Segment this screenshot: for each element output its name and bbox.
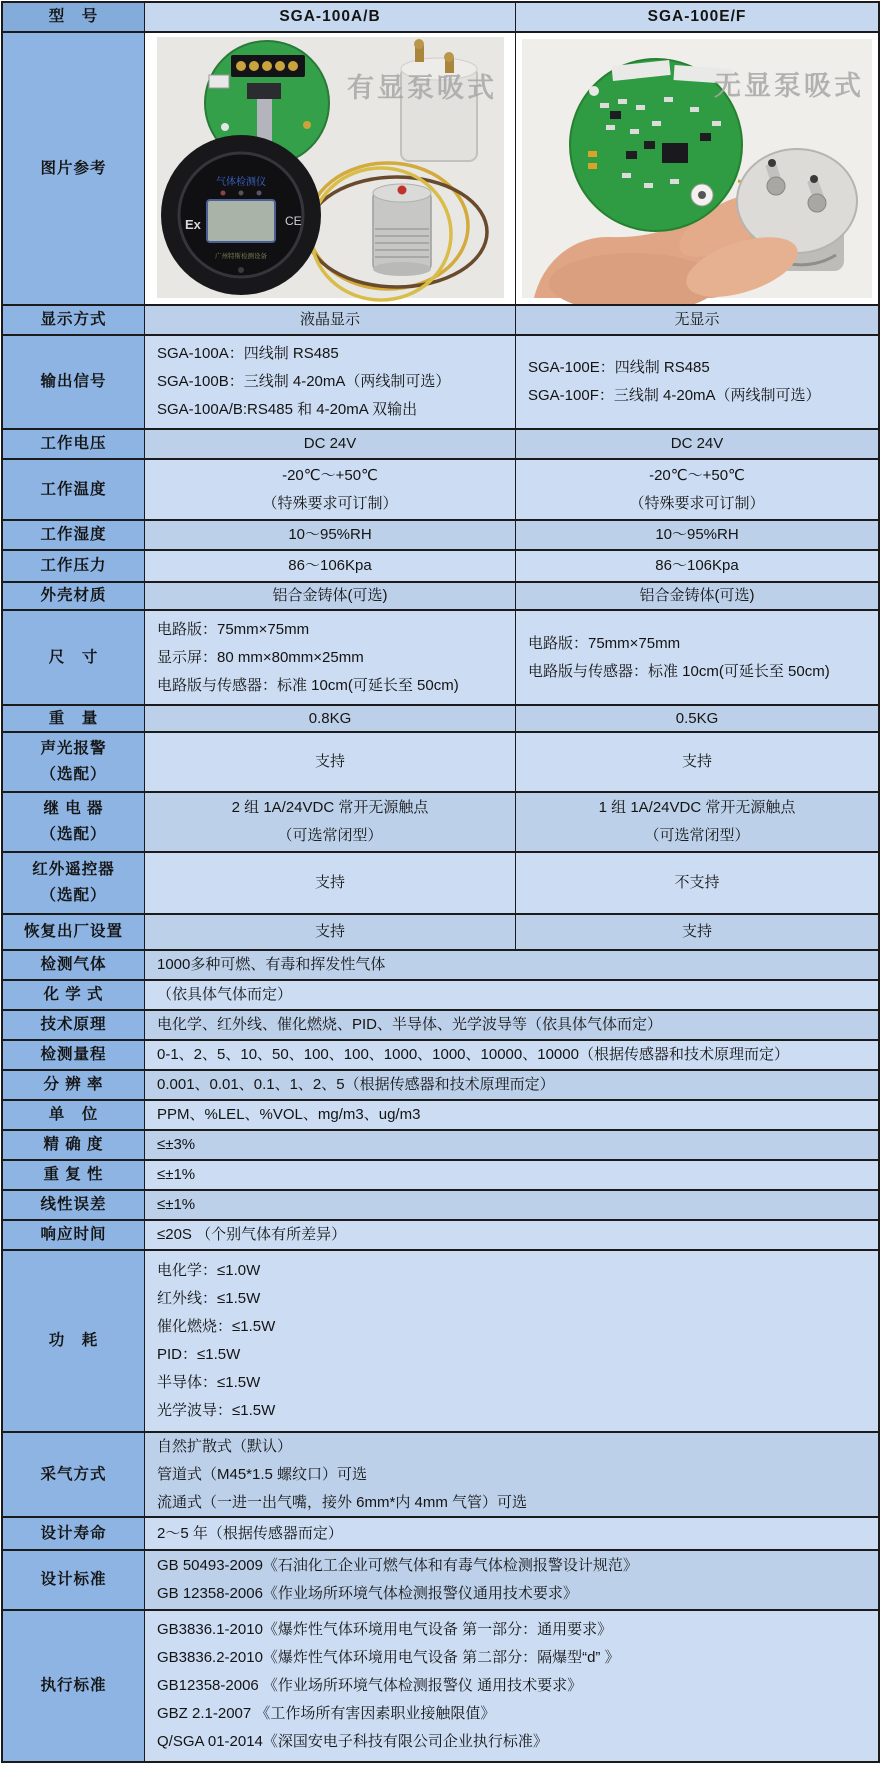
ir-remote-value-sga100ef: 不支持 (515, 853, 878, 913)
ir-remote-label: 红外遥控器 （选配） (3, 853, 144, 913)
row-accuracy (3, 1131, 878, 1161)
working-humidity-value-sga100ab: 10～95%RH (144, 521, 515, 549)
linearity-error-value: ≤±1% (144, 1191, 878, 1219)
row-sampling-method (3, 1433, 878, 1518)
design-standard-label: 设计标准 (3, 1551, 144, 1609)
product-photo-sga100ab (144, 33, 515, 304)
row-factory-reset (3, 915, 878, 951)
unit-value: PPM、%LEL、%VOL、mg/m3、ug/m3 (144, 1101, 878, 1129)
row-output-signal (3, 336, 878, 430)
linearity-error-label: 线性误差 (3, 1191, 144, 1219)
design-life-value: 2～5 年（根据传感器而定） (144, 1518, 878, 1549)
power-consumption-label: 功 耗 (3, 1251, 144, 1431)
working-humidity-value-sga100ef: 10～95%RH (515, 521, 878, 549)
output-signal-value-sga100ab: SGA-100A：四线制 RS485 SGA-100B：三线制 4-20mA（两线制可选） SGA-100A/B:RS485 和 4-20mA 双输出 (144, 336, 515, 428)
display-mode-value-sga100ab: 液晶显示 (144, 306, 515, 334)
response-time-value: ≤20S （个别气体有所差异） (144, 1221, 878, 1249)
working-temperature-value-sga100ef: -20℃～+50℃ （特殊要求可订制） (515, 460, 878, 519)
housing-material-value-sga100ef: 铝合金铸体(可选) (515, 583, 878, 609)
detector-graphic (161, 135, 321, 295)
detection-range-value: 0-1、2、5、10、50、100、100、1000、1000、10000、10000（根据传感器和技术原理而定） (144, 1041, 878, 1069)
resolution-label: 分 辨 率 (3, 1071, 144, 1099)
weight-label: 重 量 (3, 706, 144, 731)
working-pressure-value-sga100ab: 86～106Kpa (144, 551, 515, 581)
working-pressure-label: 工作压力 (3, 551, 144, 581)
row-dimensions (3, 611, 878, 706)
header-model-left: SGA-100A/B (144, 3, 515, 31)
working-humidity-label: 工作湿度 (3, 521, 144, 549)
dimensions-value-sga100ab: 电路版：75mm×75mm 显示屏：80 mm×80mm×25mm 电路版与传感器：标准 10cm(可延长至 50cm) (144, 611, 515, 704)
row-weight (3, 706, 878, 733)
row-unit (3, 1101, 878, 1131)
detection-range-label: 检测量程 (3, 1041, 144, 1069)
factory-reset-label: 恢复出厂设置 (3, 915, 144, 949)
row-chemical-formula (3, 981, 878, 1011)
dimensions-label: 尺 寸 (3, 611, 144, 704)
housing-material-value-sga100ab: 铝合金铸体(可选) (144, 583, 515, 609)
product-photo-sga100ef (515, 33, 878, 304)
row-relay (3, 793, 878, 853)
resolution-value: 0.001、0.01、0.1、1、2、5（根据传感器和技术原理而定） (144, 1071, 878, 1099)
sound-light-alarm-value-sga100ef: 支持 (515, 733, 878, 791)
row-power-consumption (3, 1251, 878, 1433)
row-resolution (3, 1071, 878, 1101)
unit-label: 单 位 (3, 1101, 144, 1129)
accuracy-label: 精 确 度 (3, 1131, 144, 1159)
photo-watermark-left: 有显泵吸式 (346, 73, 497, 103)
header-row (3, 3, 878, 33)
weight-value-sga100ab: 0.8KG (144, 706, 515, 731)
repeatability-label: 重 复 性 (3, 1161, 144, 1189)
working-temperature-value-sga100ab: -20℃～+50℃ （特殊要求可订制） (144, 460, 515, 519)
relay-value-sga100ab: 2 组 1A/24VDC 常开无源触点 （可选常闭型） (144, 793, 515, 851)
detected-gas-label: 检测气体 (3, 951, 144, 979)
spec-rows (3, 306, 878, 1761)
svg-text:CE: CE (284, 214, 302, 228)
row-working-humidity (3, 521, 878, 551)
row-repeatability (3, 1161, 878, 1191)
header-model-label: 型 号 (3, 3, 144, 31)
accuracy-value: ≤±3% (144, 1131, 878, 1159)
chemical-formula-value: （依具体气体而定） (144, 981, 878, 1009)
design-life-label: 设计寿命 (3, 1518, 144, 1549)
output-signal-label: 输出信号 (3, 336, 144, 428)
dimensions-value-sga100ef: 电路版：75mm×75mm 电路版与传感器：标准 10cm(可延长至 50cm) (515, 611, 878, 704)
weight-value-sga100ef: 0.5KG (515, 706, 878, 731)
sensor-graphic (373, 184, 431, 276)
technical-principle-value: 电化学、红外线、催化燃烧、PID、半导体、光学波导等（依具体气体而定） (144, 1011, 878, 1039)
execution-standard-label: 执行标准 (3, 1611, 144, 1761)
sampling-method-label: 采气方式 (3, 1433, 144, 1516)
row-design-life (3, 1518, 878, 1551)
sampling-method-value: 自然扩散式（默认） 管道式（M45*1.5 螺纹口）可选 流通式（一进一出气嘴，接外 6mm*内 4mm 气管）可选 (144, 1433, 878, 1516)
product-photo-left-graphic (145, 33, 516, 304)
power-consumption-value: 电化学：≤1.0W 红外线：≤1.5W 催化燃烧：≤1.5W PID：≤1.5W 半导体：≤1.5W 光学波导：≤1.5W (144, 1251, 878, 1431)
working-voltage-value-sga100ab: DC 24V (144, 430, 515, 458)
relay-label: 继 电 器 （选配） (3, 793, 144, 851)
row-detection-range (3, 1041, 878, 1071)
header-model-right: SGA-100E/F (515, 3, 878, 31)
row-response-time (3, 1221, 878, 1251)
row-technical-principle (3, 1011, 878, 1041)
display-mode-value-sga100ef: 无显示 (515, 306, 878, 334)
ir-remote-value-sga100ab: 支持 (144, 853, 515, 913)
housing-material-label: 外壳材质 (3, 583, 144, 609)
relay-value-sga100ef: 1 组 1A/24VDC 常开无源触点 （可选常闭型） (515, 793, 878, 851)
svg-text:气体检测仪: 气体检测仪 (215, 177, 266, 188)
row-display-mode (3, 306, 878, 336)
repeatability-value: ≤±1% (144, 1161, 878, 1189)
photo-row (3, 33, 878, 306)
row-linearity-error (3, 1191, 878, 1221)
row-sound-light-alarm (3, 733, 878, 793)
photo-row-label: 图片参考 (3, 33, 144, 304)
svg-text:广州特斯检测设备: 广州特斯检测设备 (214, 253, 267, 260)
row-working-temperature (3, 460, 878, 521)
detected-gas-value: 1000多种可燃、有毒和挥发性气体 (144, 951, 878, 979)
row-ir-remote (3, 853, 878, 915)
display-mode-label: 显示方式 (3, 306, 144, 334)
row-housing-material (3, 583, 878, 611)
sound-light-alarm-value-sga100ab: 支持 (144, 733, 515, 791)
product-photo-right-graphic (515, 33, 878, 304)
factory-reset-value-sga100ab: 支持 (144, 915, 515, 949)
spec-table (1, 1, 880, 1763)
sound-light-alarm-label: 声光报警 （选配） (3, 733, 144, 791)
svg-text:Ex: Ex (184, 217, 201, 232)
row-design-standard (3, 1551, 878, 1611)
design-standard-value: GB 50493-2009《石油化工企业可燃气体和有毒气体检测报警设计规范》 GB 12358-2006《作业场所环境气体检测报警仪通用技术要求》 (144, 1551, 878, 1609)
technical-principle-label: 技术原理 (3, 1011, 144, 1039)
row-working-pressure (3, 551, 878, 583)
output-signal-value-sga100ef: SGA-100E：四线制 RS485 SGA-100F：三线制 4-20mA（两线制可选） (515, 336, 878, 428)
working-voltage-label: 工作电压 (3, 430, 144, 458)
factory-reset-value-sga100ef: 支持 (515, 915, 878, 949)
row-detected-gas (3, 951, 878, 981)
execution-standard-value: GB3836.1-2010《爆炸性气体环境用电气设备 第一部分：通用要求》 GB3836.2-2010《爆炸性气体环境用电气设备 第二部分：隔爆型“d” 》 GB12358-2006 《作业场所环境气体检测报警仪 通用技术要求》 GBZ 2.1-2007 《工作场所有害因素职业接触限值》 Q/SGA 01-2014《深国安电子科技有限公司企业执行标准》 (144, 1611, 878, 1761)
row-working-voltage (3, 430, 878, 460)
photo-watermark-right: 无显泵吸式 (714, 71, 864, 101)
working-temperature-label: 工作温度 (3, 460, 144, 519)
response-time-label: 响应时间 (3, 1221, 144, 1249)
row-execution-standard (3, 1611, 878, 1761)
working-voltage-value-sga100ef: DC 24V (515, 430, 878, 458)
chemical-formula-label: 化 学 式 (3, 981, 144, 1009)
working-pressure-value-sga100ef: 86～106Kpa (515, 551, 878, 581)
